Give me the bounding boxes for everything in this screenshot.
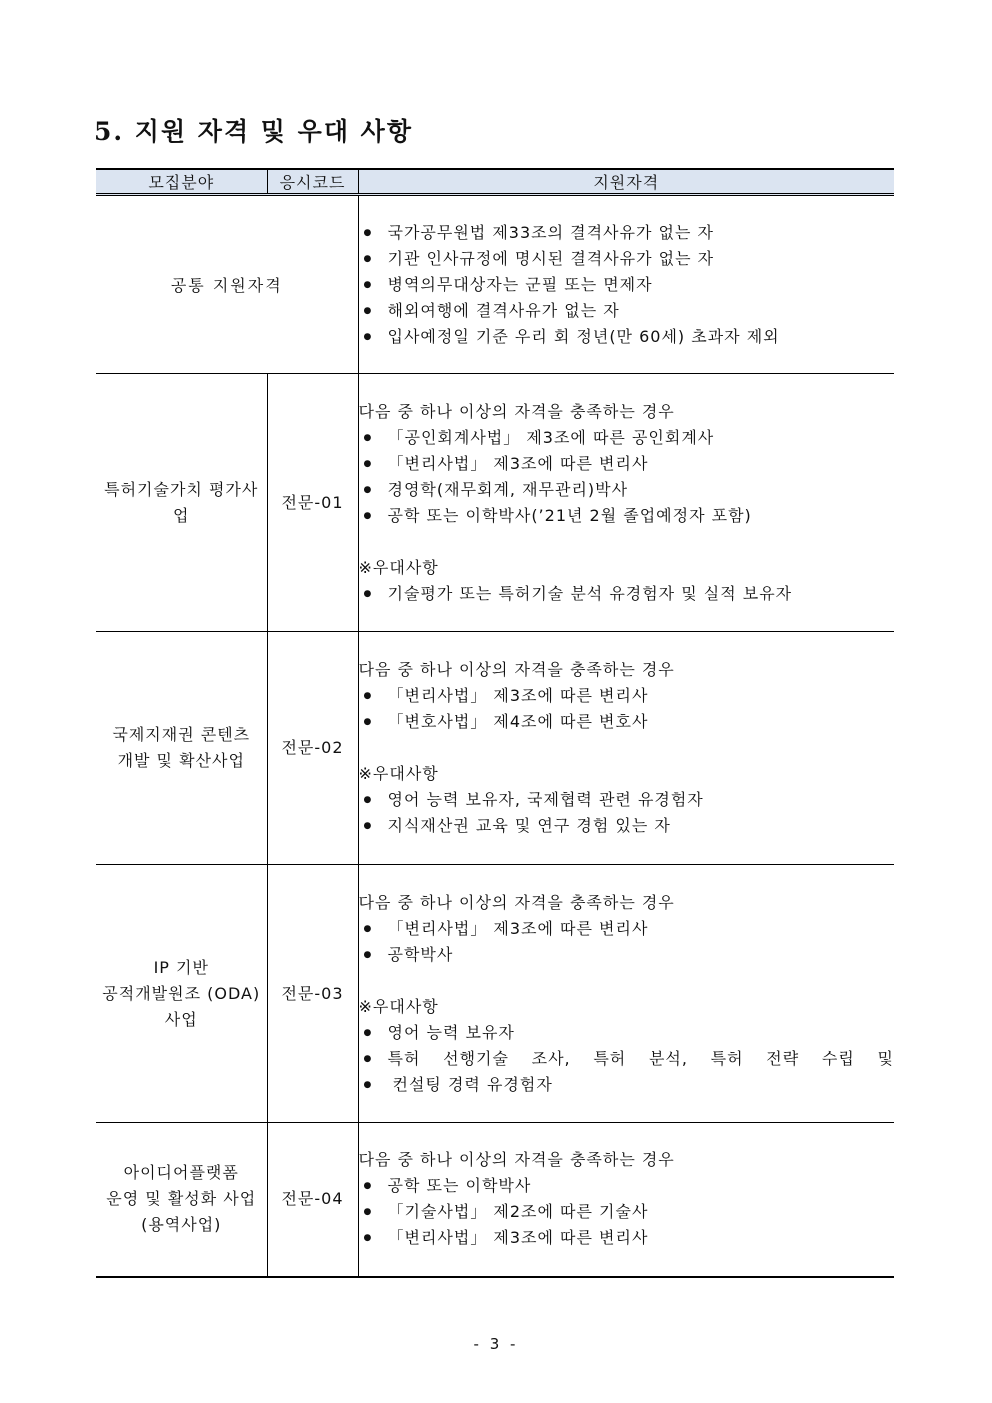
list-item: ● 해외여행에 결격사유가 없는 자 [359, 298, 895, 324]
common-label: 공통 지원자격 [96, 195, 358, 374]
field-line: 사업 [164, 1009, 198, 1029]
code-cell: 전문-03 [267, 865, 358, 1123]
list-item: ● 「변리사법」 제3조에 따른 변리사 [359, 1225, 895, 1251]
table-row [96, 374, 894, 632]
field-line: 아이디어플랫폼 [123, 1163, 239, 1183]
preference-title: ※우대사항 [358, 996, 439, 1016]
list-item: ● 경영학(재무회계, 재무관리)박사 [359, 477, 895, 503]
list-item: ● 기술평가 또는 특허기술 분석 유경험자 및 실적 보유자 [359, 581, 895, 607]
list-item: ● 영어 능력 보유자 [359, 1020, 895, 1046]
list-item: ● 「변호사법」 제4조에 따른 변호사 [359, 709, 895, 735]
list-item-continuation: ● 컨설팅 경력 유경험자 [359, 1072, 895, 1098]
list-item: ● 영어 능력 보유자, 국제협력 관련 유경험자 [359, 787, 895, 813]
qualification-cell [358, 632, 894, 865]
list-item: ● 공학 또는 이학박사 [359, 1173, 895, 1199]
list-item: ● 「변리사법」 제3조에 따른 변리사 [359, 683, 895, 709]
list-item: ● 특허 선행기술 조사, 특허 분석, 특허 전략 수립 및 [359, 1046, 895, 1072]
header-code: 응시코드 [267, 169, 358, 195]
field-line: 개발 및 확산사업 [117, 751, 245, 770]
list-item: ● 「공인회계사법」 제3조에 따른 공인회계사 [359, 425, 895, 451]
field-line: 공적개발원조 (ODA) [102, 983, 261, 1003]
table-header-row [96, 169, 894, 195]
list-item: ● 기관 인사규정에 명시된 결격사유가 없는 자 [359, 246, 895, 272]
qualification-intro: 다음 중 하나 이상의 자격을 충족하는 경우 [358, 660, 675, 679]
table-row-common [96, 195, 894, 374]
preference-title: ※우대사항 [358, 764, 439, 783]
code-cell: 전문-02 [267, 632, 358, 865]
field-cell [96, 1123, 267, 1277]
qualification-intro: 다음 중 하나 이상의 자격을 충족하는 경우 [358, 401, 675, 421]
table-row [96, 1123, 894, 1277]
field-cell [96, 632, 267, 865]
field-line: (용역사업) [141, 1215, 222, 1235]
qualification-cell [358, 1123, 894, 1277]
code-cell: 전문-01 [267, 374, 358, 632]
list-item: ● 「변리사법」 제3조에 따른 변리사 [359, 916, 895, 942]
qualification-intro: 다음 중 하나 이상의 자격을 충족하는 경우 [358, 892, 675, 912]
list-item: ● 지식재산권 교육 및 연구 경험 있는 자 [359, 813, 895, 839]
header-field: 모집분야 [96, 169, 267, 195]
list-item: ● 입사예정일 기준 우리 회 정년(만 60세) 초과자 제외 [359, 324, 895, 350]
list-item: ● 「변리사법」 제3조에 따른 변리사 [359, 451, 895, 477]
code-cell: 전문-04 [267, 1123, 358, 1277]
field-line: 운영 및 활성화 사업 [106, 1189, 257, 1209]
qualification-intro: 다음 중 하나 이상의 자격을 충족하는 경우 [358, 1150, 675, 1170]
field-cell [96, 374, 267, 632]
table-row [96, 865, 894, 1123]
list-item: ● 공학박사 [359, 942, 895, 968]
page-number: - 3 - [473, 1335, 519, 1353]
field-line: 국제지재권 콘텐츠 [112, 725, 251, 744]
table-row [96, 632, 894, 865]
qualification-cell [358, 374, 894, 632]
common-qualification-cell [358, 195, 894, 374]
list-item: ● 공학 또는 이학박사(’21년 2월 졸업예정자 포함) [359, 503, 895, 529]
field-line: 특허기술가치 평가사업 [104, 479, 259, 525]
field-line: IP 기반 [153, 957, 209, 977]
header-qualification: 지원자격 [358, 169, 894, 195]
preference-title: ※우대사항 [358, 557, 439, 577]
qualification-table [96, 168, 894, 1278]
list-item: ● 「기술사법」 제2조에 따른 기술사 [359, 1199, 895, 1225]
qualification-cell [358, 865, 894, 1123]
list-item: ● 병역의무대상자는 군필 또는 면제자 [359, 272, 895, 298]
list-item: ● 국가공무원법 제33조의 결격사유가 없는 자 [359, 220, 895, 246]
section-heading: 5. 지원 자격 및 우대 사항 [94, 117, 413, 146]
field-cell [96, 865, 267, 1123]
